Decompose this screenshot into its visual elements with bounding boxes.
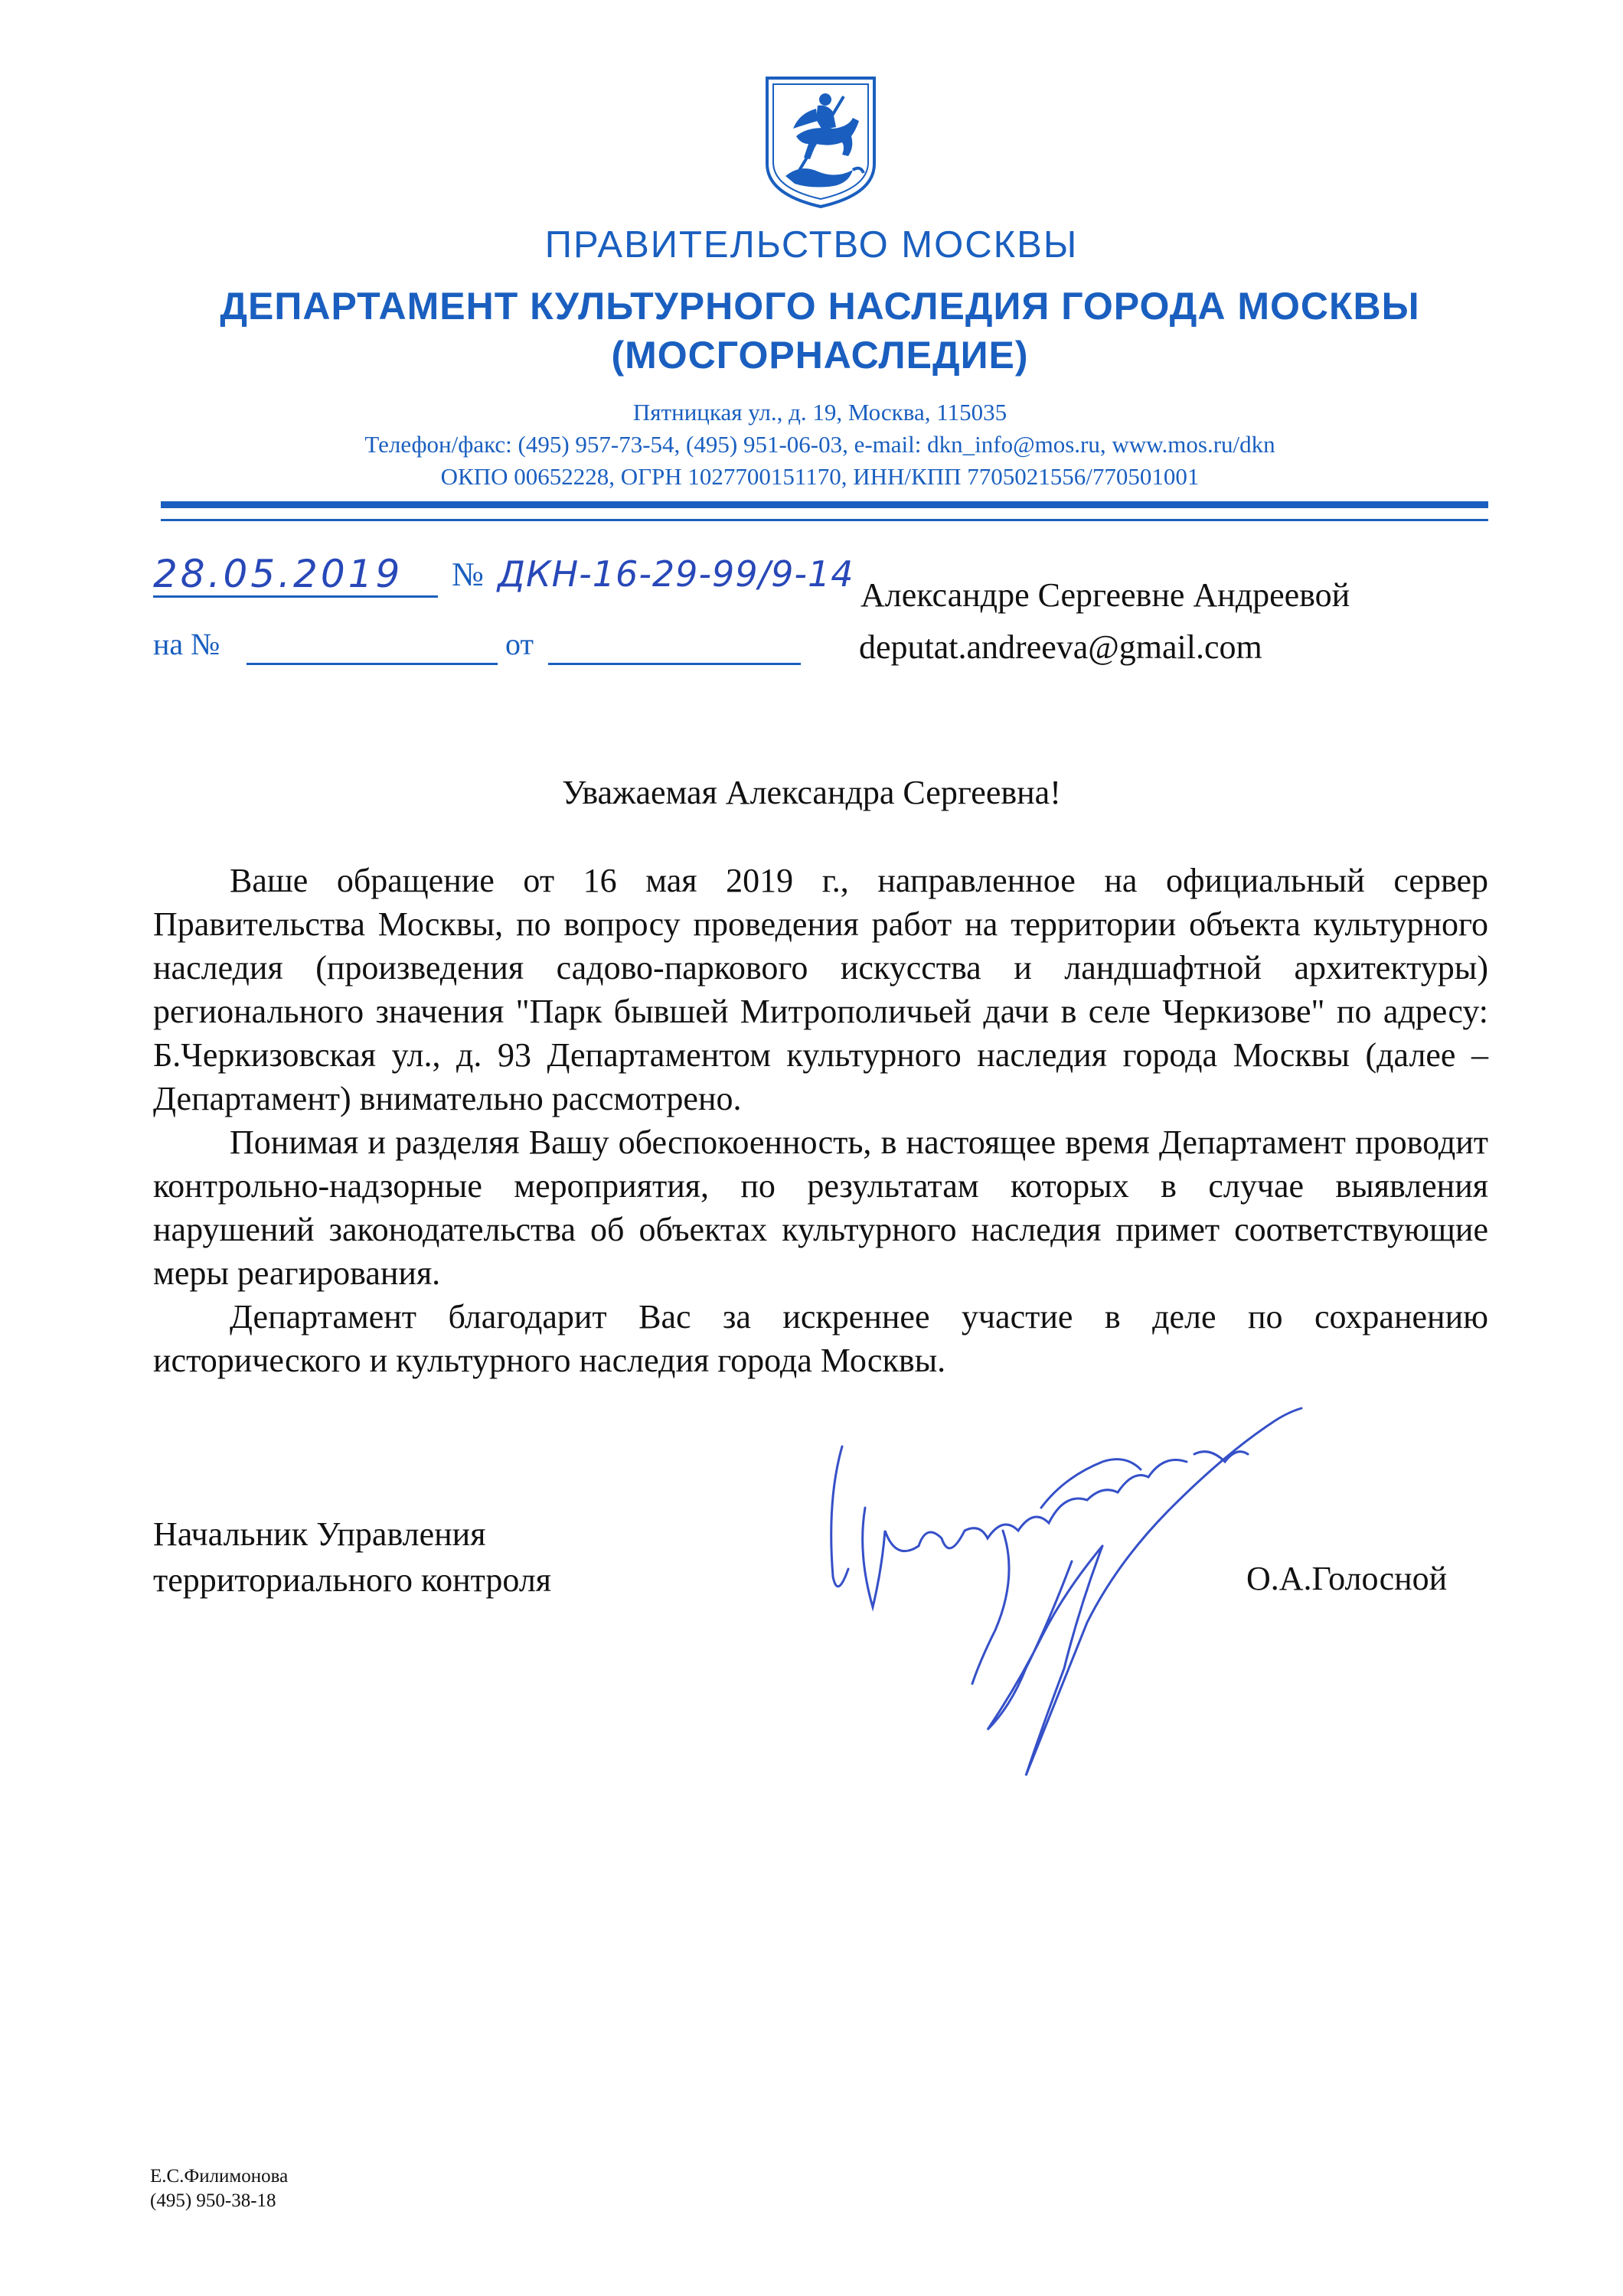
letter-body bbox=[153, 859, 1488, 1382]
address-line: Пятницкая ул., д. 19, Москва, 115035 bbox=[632, 399, 1007, 426]
signer-position bbox=[153, 1512, 551, 1603]
signer-position-line: территориального контроля bbox=[153, 1561, 552, 1599]
reference-number-label: на № bbox=[153, 627, 220, 661]
executor-info bbox=[150, 2164, 288, 2213]
reference-date-label: от bbox=[505, 627, 534, 661]
department-name: ДЕПАРТАМЕНТ КУЛЬТУРНОГО НАСЛЕДИЯ ГОРОДА МОСКВЫ bbox=[220, 285, 1420, 328]
paragraph: Ваше обращение от 16 мая 2019 г., направленное на официальный сервер Правительства Москвы, по вопросу проведения работ на территории объекта культурного наследия (произведения садово-паркового искусства и ландшафтной архитектуры) регионального значения "Парк бывшей Митрополичьей дачи в селе Черкизове" по адресу: Б.Черкизовская ул., д. 93 Департаментом культурного наследия города Москвы (далее – Департамент) внимательно рассмотрено. bbox=[153, 862, 1488, 1117]
recipient-email: deputat.andreeva@gmail.com bbox=[859, 628, 1262, 666]
moscow-coat-of-arms-icon bbox=[763, 73, 879, 210]
header-divider-thin bbox=[161, 519, 1488, 521]
registration-date: 28.05.2019 bbox=[153, 553, 438, 598]
salutation: Уважаемая Александра Сергеевна! bbox=[562, 774, 1061, 811]
registration-number: ДКН-16-29-99/9-14 bbox=[498, 553, 854, 595]
government-title: ПРАВИТЕЛЬСТВО МОСКВЫ bbox=[544, 224, 1079, 266]
department-title bbox=[0, 282, 1623, 380]
executor-name: Е.С.Филимонова bbox=[150, 2166, 289, 2187]
contact-block bbox=[0, 396, 1623, 493]
handwritten-signature-icon bbox=[812, 1378, 1309, 1806]
signer-position-line: Начальник Управления bbox=[153, 1515, 486, 1553]
signer-name: О.А.Голосной bbox=[1246, 1560, 1448, 1597]
paragraph: Понимая и разделяя Вашу обеспокоенность, в настоящее время Департамент проводит контрольно-надзорные мероприятия, по результатам которых в случае выявления нарушений законодательства об объектах культурного наследия примет соответствующие меры реагирования. bbox=[153, 1124, 1488, 1292]
executor-phone: (495) 950-38-18 bbox=[150, 2190, 276, 2211]
department-short-name: (МОСГОРНАСЛЕДИЕ) bbox=[611, 334, 1029, 377]
reference-date-line bbox=[548, 663, 801, 665]
recipient-name: Александре Сергеевне Андреевой bbox=[860, 576, 1350, 614]
phone-email-line: Телефон/факс: (495) 957-73-54, (495) 951-06-03, e-mail: dkn_info@mos.ru, www.mos.ru/dkn bbox=[364, 431, 1275, 458]
registry-codes-line: ОКПО 00652228, ОГРН 1027700151170, ИНН/КПП 7705021556/770501001 bbox=[440, 463, 1200, 490]
registration-number-label: № bbox=[452, 556, 484, 593]
reference-number-line bbox=[247, 663, 498, 665]
paragraph: Департамент благодарит Вас за искреннее участие в деле по сохранению исторического и культурного наследия города Москвы. bbox=[153, 1298, 1488, 1379]
header-divider-thick bbox=[161, 501, 1488, 508]
